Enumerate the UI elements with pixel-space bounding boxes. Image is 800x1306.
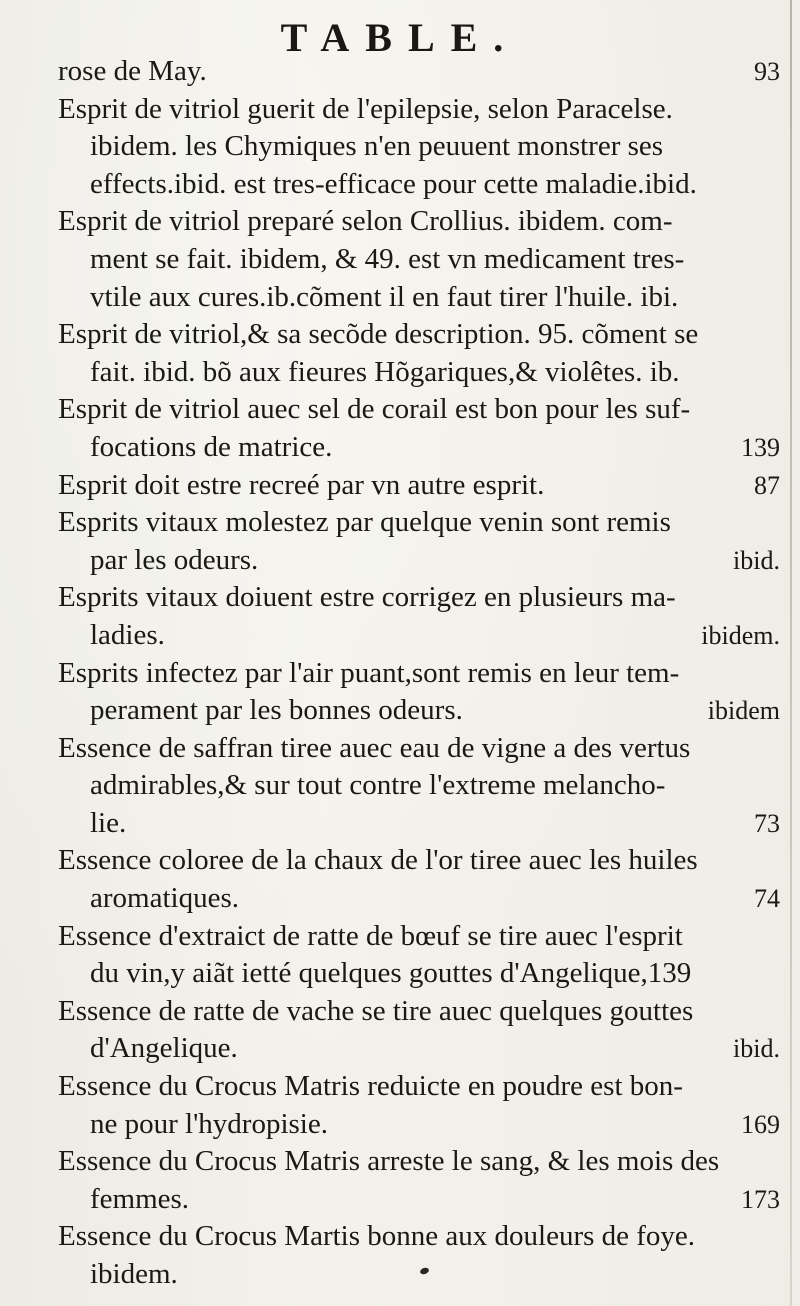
page-reference: 74 [754, 884, 780, 914]
page-reference: 173 [741, 1184, 780, 1214]
index-entry [58, 1068, 784, 1143]
index-entry [58, 993, 784, 1068]
entry-line: vtile aux cures.ib.cõment il en faut tirer l'huile. ibi. [90, 280, 679, 313]
index-entry [58, 579, 784, 654]
index-entry [58, 53, 784, 91]
index-entry [58, 918, 784, 993]
index-entry [58, 1143, 784, 1218]
index-entries [58, 53, 784, 1294]
entry-line: Esprits vitaux doiuent estre corrigez en plusieurs ma- [58, 581, 676, 614]
page-header: TABLE. [280, 15, 520, 60]
page-reference: ibid. [733, 545, 780, 575]
entry-line: Esprits infectez par l'air puant,sont remis en leur tem- [58, 656, 680, 689]
entry-line: ibidem. les Chymiques n'en peuuent monstrer ses [90, 130, 664, 163]
entry-line: lie. [90, 806, 127, 839]
index-entry [58, 842, 784, 917]
page-reference: 139 [741, 432, 780, 462]
index-entry [58, 1218, 784, 1293]
entry-line: effects.ibid. est tres-efficace pour cette maladie.ibid. [90, 167, 697, 200]
entry-line: Esprit de vitriol auec sel de corail est bon pour les suf- [58, 393, 691, 426]
entry-line: ment se fait. ibidem, & 49. est vn medicament tres- [90, 242, 685, 275]
entry-line: Essence coloree de la chaux de l'or tiree auec les huiles [58, 844, 698, 877]
entry-line: perament par les bonnes odeurs. [90, 694, 463, 727]
index-entry [58, 316, 784, 391]
entry-line: fait. ibid. bõ aux fieures Hõgariques,& violêtes. ib. [90, 355, 680, 388]
entry-line: ne pour l'hydropisie. [90, 1107, 328, 1140]
page-reference: ibid. [733, 1034, 780, 1064]
entry-line: admirables,& sur tout contre l'extreme melancho- [90, 769, 666, 802]
entry-line: focations de matrice. [90, 430, 333, 463]
page-edge-shadow [790, 0, 792, 1306]
page-reference: 93 [754, 57, 780, 86]
index-entry [58, 203, 784, 316]
index-entry [58, 504, 784, 579]
entry-line: rose de May. [58, 55, 207, 87]
entry-line: Essence de ratte de vache se tire auec quelques gouttes [58, 994, 694, 1027]
entry-line: Esprit de vitriol preparé selon Crollius. ibidem. com- [58, 205, 673, 238]
page-reference: 169 [741, 1109, 780, 1139]
entry-line: Esprit doit estre recreé par vn autre esprit. [58, 468, 545, 501]
entry-line: ibidem. [90, 1258, 178, 1290]
entry-line: aromatiques. [90, 882, 239, 915]
page-reference: 73 [754, 808, 780, 838]
entry-line: d'Angelique. [90, 1032, 238, 1065]
entry-line: Esprits vitaux molestez par quelque venin sont remis [58, 506, 671, 539]
entry-line: femmes. [90, 1182, 190, 1215]
entry-line: Essence du Crocus Matris reduicte en poudre est bon- [58, 1070, 683, 1103]
entry-line: par les odeurs. [90, 543, 259, 576]
index-entry [58, 91, 784, 204]
entry-line: du vin,y aiãt ietté quelques gouttes d'Angelique,139 [90, 957, 692, 990]
entry-line: Esprit de vitriol guerit de l'epilepsie, selon Paracelse. [58, 92, 673, 125]
entry-line: Essence d'extraict de ratte de bœuf se tire auec l'esprit [58, 919, 683, 952]
page-reference: 87 [754, 470, 780, 500]
entry-line: ladies. [90, 618, 165, 651]
entry-line: Essence du Crocus Martis bonne aux douleurs de foye. [58, 1220, 696, 1253]
entry-line: Esprit de vitriol,& sa secõde description. 95. cõment se [58, 318, 699, 351]
entry-line: Essence du Crocus Matris arreste le sang, & les mois des [58, 1145, 720, 1178]
index-entry [58, 655, 784, 730]
page-reference: ibidem [707, 696, 780, 726]
page-reference: ibidem. [701, 620, 780, 650]
index-entry [58, 730, 784, 843]
entry-line: Essence de saffran tiree auec eau de vigne a des vertus [58, 731, 691, 764]
index-entry [58, 391, 784, 466]
index-entry [58, 467, 784, 505]
